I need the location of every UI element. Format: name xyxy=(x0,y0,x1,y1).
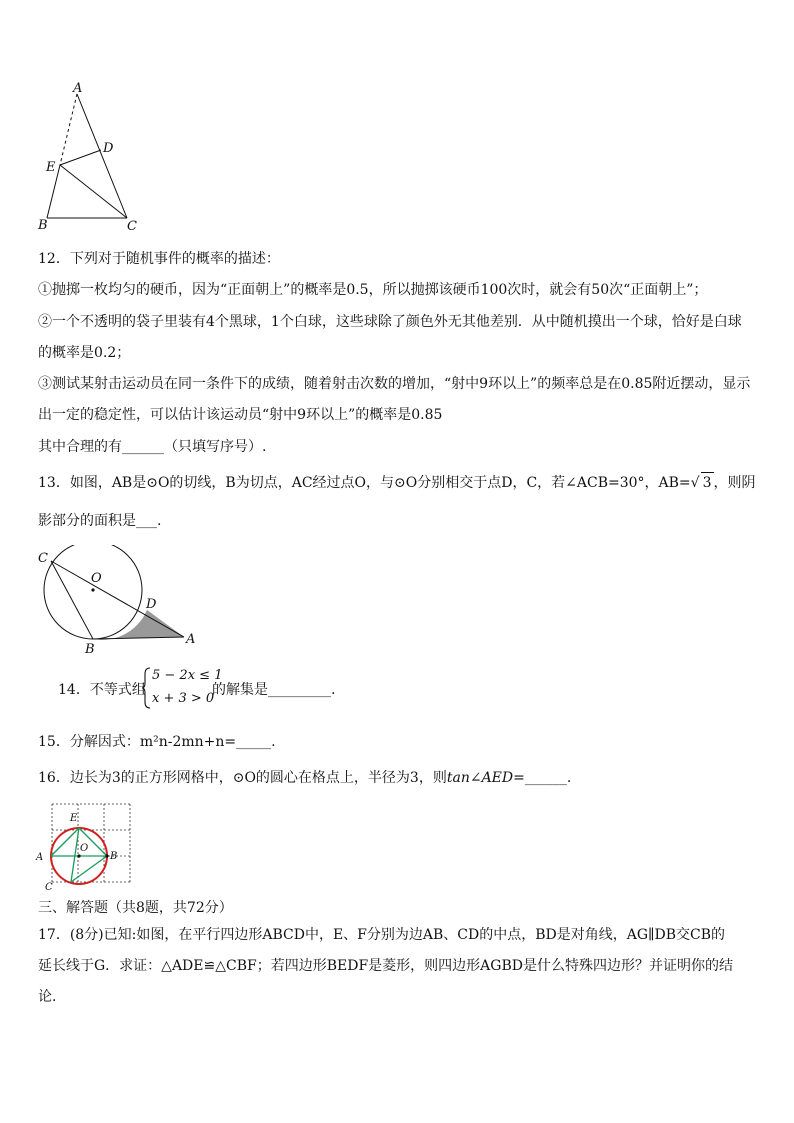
q14-line1: 5 − 2x ≤ 1 xyxy=(152,668,223,683)
label-A: A xyxy=(73,81,83,96)
label-E: E xyxy=(70,813,78,824)
label-A: A xyxy=(36,852,44,863)
label-E: E xyxy=(46,160,56,175)
label-B: B xyxy=(110,851,118,862)
label-C: C xyxy=(127,219,137,234)
grid-circle-figure xyxy=(34,800,134,892)
q17-line1: 17．(8分)已知:如图，在平行四边形ABCD中，E、F分别为边AB、CD的中点，BD是对角线，AG∥DB交CB的 xyxy=(38,927,726,943)
q17-line3: 论． xyxy=(38,989,66,1005)
q14-line2: x + 3 > 0 xyxy=(152,691,215,706)
label-D: D xyxy=(146,597,157,612)
label-D: D xyxy=(103,141,114,156)
q12-statement-1: ①抛掷一枚均匀的硬币，因为“正面朝上”的概率是0.5，所以抛掷该硬币100次时，就会有50次“正面朝上”； xyxy=(38,282,708,298)
q14-prefix: 14．不等式组 xyxy=(58,682,146,698)
q13-line2: 影部分的面积是___. xyxy=(38,513,162,529)
q16-suffix: =______. xyxy=(513,770,572,786)
brace-icon xyxy=(141,666,151,710)
label-A: A xyxy=(186,632,196,647)
label-C: C xyxy=(38,551,48,566)
q12-statement-2b: 的概率是0.2； xyxy=(38,345,131,361)
section-title: 三、解答题（共8题，共72分） xyxy=(38,900,233,916)
q16 xyxy=(38,768,571,788)
label-B: B xyxy=(38,218,48,233)
q13-text-a: 13．如图，AB是⊙O的切线，B为切点，AC经过点O，与⊙O分别相交于点D，C，若∠ACB=30°，AB= xyxy=(38,475,691,491)
label-O: O xyxy=(91,571,102,586)
label-O: O xyxy=(80,843,89,854)
q12-statement-3a: ③测试某射击运动员在同一条件下的成绩，随着射击次数的增加，“射中9环以上”的频率总是在0.85附近摆动，显示 xyxy=(38,376,751,392)
label-B: B xyxy=(85,642,95,657)
q12-statement-3b: 出一定的稳定性，可以估计该运动员“射中9环以上”的概率是0.85 xyxy=(38,407,443,423)
q12-stem: 12．下列对于随机事件的概率的描述： xyxy=(38,251,280,267)
q13-line1 xyxy=(38,472,756,493)
q12-statement-2a: ②一个不透明的袋子里装有4个黑球，1个白球，这些球除了颜色外无其他差别．从中随机摸出一个球，恰好是白球 xyxy=(38,314,742,330)
q13-text-b: ，则阴 xyxy=(713,475,756,491)
q17-line2: 延长线于G．求证：△ADE≌△CBF；若四边形BEDF是菱形，则四边形AGBD是什么特殊四边形？并证明你的结 xyxy=(38,958,733,974)
q12-ask: 其中合理的有______（只填写序号）. xyxy=(38,439,267,455)
sqrt-sign: √ xyxy=(690,475,700,491)
q15: 15．分解因式：m²n-2mn+n=_____. xyxy=(38,734,276,750)
q14 xyxy=(58,666,378,712)
circle-tangent-figure xyxy=(30,545,205,660)
q14-suffix: 的解集是_________. xyxy=(212,682,336,698)
label-C: C xyxy=(45,882,53,892)
q13-sqrt-value: 3 xyxy=(701,472,714,493)
q16-expr: tan∠AED xyxy=(446,770,514,786)
q16-prefix: 16．边长为3的正方形网格中，⊙O的圆心在格点上，半径为3，则 xyxy=(38,770,447,786)
triangle-figure xyxy=(30,80,150,235)
